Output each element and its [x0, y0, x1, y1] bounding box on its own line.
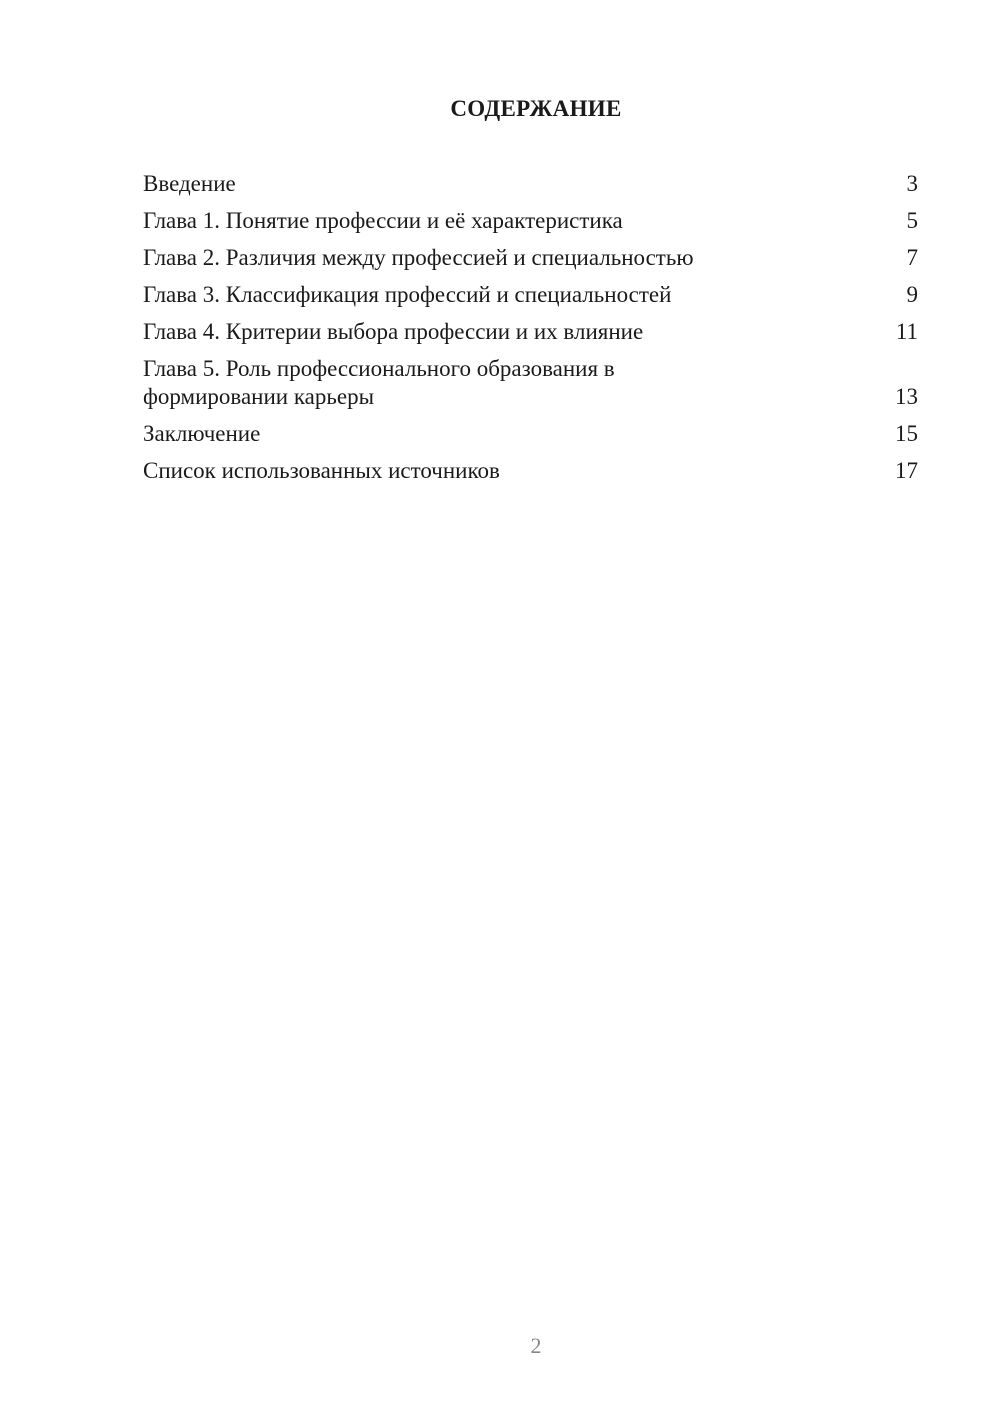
toc-entry-label: Глава 3. Классификация профессий и специальностей [143, 282, 672, 307]
toc-entry-page: 7 [906, 245, 918, 270]
page-number: 2 [530, 1333, 542, 1358]
page-title: СОДЕРЖАНИЕ [450, 96, 622, 121]
toc-entry-page: 17 [895, 458, 918, 483]
toc-entry-conclusion [143, 420, 918, 448]
toc-entry-label: Введение [143, 171, 236, 196]
toc-entry-label: Глава 4. Критерии выбора профессии и их влияние [143, 319, 644, 344]
table-of-contents [143, 170, 918, 494]
toc-entry-label: Список использованных источников [143, 458, 500, 483]
toc-entry-label: Заключение [143, 421, 261, 446]
toc-entry-page: 11 [895, 319, 918, 344]
toc-entry-page: 3 [906, 171, 918, 196]
toc-entry-introduction [143, 170, 918, 198]
toc-entry-page: 5 [906, 208, 918, 233]
toc-entry-chapter-3 [143, 281, 918, 309]
toc-entry-chapter-1 [143, 207, 918, 235]
toc-entry-page: 15 [895, 421, 918, 446]
toc-entry-page: 13 [895, 384, 918, 409]
toc-entry-chapter-4 [143, 318, 918, 346]
toc-entry-label: Глава 2. Различия между профессией и специальностью [143, 245, 694, 270]
toc-entry-chapter-2 [143, 244, 918, 272]
toc-entry-chapter-5 [143, 355, 918, 411]
toc-entry-label: Глава 5. Роль профессионального образования в формировании карьеры [143, 356, 615, 409]
toc-entry-page: 9 [906, 282, 918, 307]
toc-entry-label: Глава 1. Понятие профессии и её характеристика [143, 208, 623, 233]
toc-entry-references [143, 457, 918, 485]
